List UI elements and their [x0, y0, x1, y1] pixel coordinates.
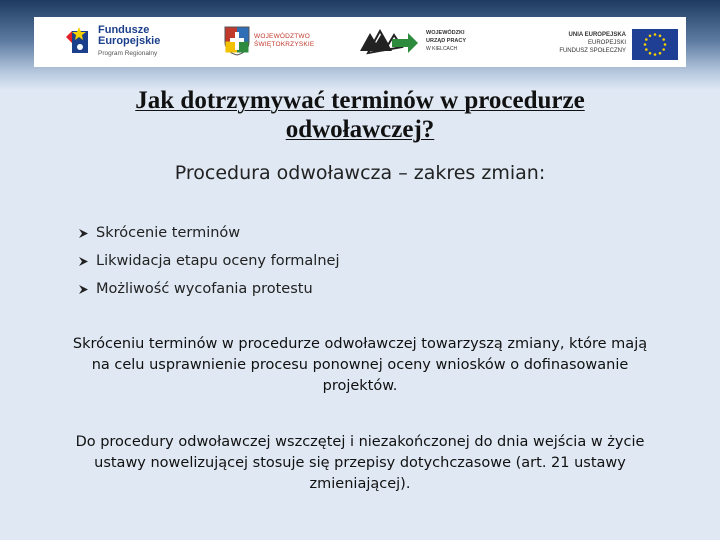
ue-line2: EUROPEJSKI — [587, 40, 626, 46]
logo-bar — [34, 17, 686, 67]
fundusze-line1: Fundusze — [98, 24, 150, 36]
wup-line3: W KIELCACH — [426, 46, 458, 52]
wup-line2: URZĄD PRACY — [426, 38, 467, 44]
fundusze-line2: Europejskie — [98, 35, 161, 47]
ue-line3: FUNDUSZ SPOŁECZNY — [559, 48, 626, 54]
list-item — [80, 278, 331, 306]
swietokrzyskie-line1: WOJEWÓDZTWO — [254, 33, 310, 40]
list-item — [80, 250, 340, 278]
wup-kielce-logo — [358, 17, 488, 67]
slide-title — [60, 86, 660, 144]
slide-subtitle: Procedura odwoławcza – zakres zmian: — [174, 162, 546, 184]
bullet-text: Skrócenie terminów — [96, 225, 241, 241]
arrow-bullet-icon — [78, 256, 89, 267]
bullet-text: Likwidacja etapu oceny formalnej — [96, 253, 340, 269]
ue-line1: UNIA EUROPEJSKA — [568, 32, 626, 38]
coat-of-arms-icon — [224, 26, 250, 56]
swietokrzyskie-logo — [222, 17, 332, 67]
bullet-text: Możliwość wycofania protestu — [96, 281, 313, 297]
slide-title-line2: odwoławczej? — [285, 116, 435, 143]
fundusze-line3: Program Regionalny — [98, 50, 158, 57]
arrow-bullet-icon — [78, 284, 89, 295]
slide-title-line1: Jak dotrzymywać terminów w procedurze — [135, 87, 585, 114]
paragraph-changes: Skróceniu terminów w procedurze odwoławczej towarzyszą zmiany, które mają na celu usprawnienie procesu ponownej oceny wniosków o dofinasowanie projektów. — [72, 336, 648, 394]
arrow-bullet-icon — [78, 228, 89, 239]
fundusze-europejskie-logo — [64, 17, 194, 67]
wup-arrow-icon — [358, 27, 420, 57]
eu-efs-logo — [514, 17, 682, 67]
paragraph-transitional: Do procedury odwoławczej wszczętej i niezakończonej do dnia wejścia w życie ustawy nowelizującej stosuje się przepisy dotychczasowe (art. 21 ustawy zmieniającej). — [75, 434, 645, 492]
bullet-list — [80, 222, 340, 306]
list-item — [80, 222, 331, 250]
eu-flag-icon — [632, 29, 678, 60]
wup-line1: WOJEWÓDZKI — [426, 30, 465, 36]
swietokrzyskie-line2: ŚWIĘTOKRZYSKIE — [254, 41, 315, 48]
fundusze-star-icon — [64, 25, 94, 57]
